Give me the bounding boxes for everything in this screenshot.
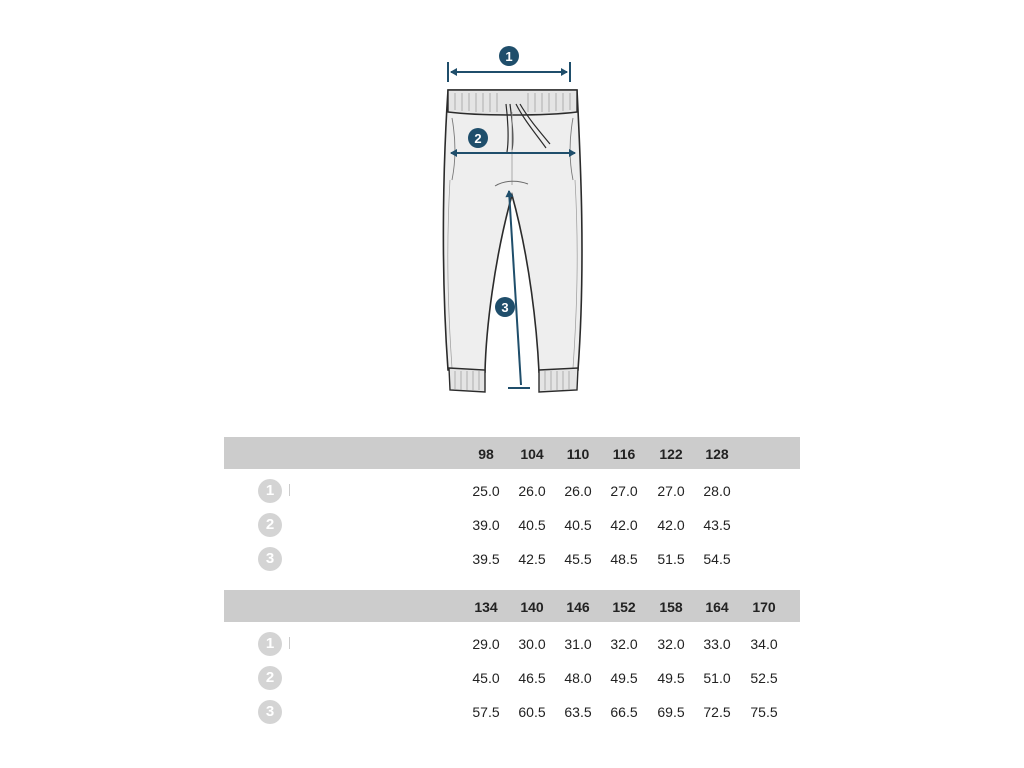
value-cell: 45.0 (472, 670, 500, 686)
size-header-cell: 164 (705, 599, 729, 615)
size-header-cell: 140 (520, 599, 544, 615)
row-marker-1: 1 (258, 632, 282, 656)
size-header-cell: 152 (612, 599, 636, 615)
value-cell: 28.0 (703, 483, 731, 499)
value-cell: 52.5 (750, 670, 778, 686)
value-cell: 29.0 (472, 636, 500, 652)
size-header-cell: 110 (566, 446, 590, 462)
size-header-row (224, 590, 800, 622)
value-cell: 43.5 (703, 517, 731, 533)
value-cell: 75.5 (750, 704, 778, 720)
marker-1-label: 1 (505, 49, 513, 64)
value-cell: 42.0 (610, 517, 638, 533)
row-marker-1: 1 (258, 479, 282, 503)
value-cell: 32.0 (610, 636, 638, 652)
value-cell: 60.5 (518, 704, 546, 720)
value-cell: 40.5 (564, 517, 592, 533)
table-row (224, 695, 800, 729)
value-cell: 49.5 (657, 670, 685, 686)
marker-2-label: 2 (474, 131, 482, 146)
value-cell: 72.5 (703, 704, 731, 720)
value-cell: 32.0 (657, 636, 685, 652)
value-cell: 48.0 (564, 670, 592, 686)
value-cell: 54.5 (703, 551, 731, 567)
row-marker-3: 3 (258, 700, 282, 724)
size-table-1 (224, 437, 800, 576)
value-cell: 51.5 (657, 551, 685, 567)
value-cell: 39.5 (472, 551, 500, 567)
row-divider (289, 484, 290, 496)
size-header-cell: 122 (659, 446, 683, 462)
value-cell: 42.5 (518, 551, 546, 567)
value-cell: 48.5 (610, 551, 638, 567)
marker-3-label: 3 (501, 300, 509, 315)
value-cell: 31.0 (564, 636, 592, 652)
size-header-cell: 134 (474, 599, 498, 615)
size-header-cell: 158 (659, 599, 683, 615)
table-row (224, 627, 800, 661)
value-cell: 49.5 (610, 670, 638, 686)
row-marker-2: 2 (258, 666, 282, 690)
size-header-cell: 98 (478, 446, 494, 462)
value-cell: 39.0 (472, 517, 500, 533)
value-cell: 69.5 (657, 704, 685, 720)
value-cell: 34.0 (750, 636, 778, 652)
row-divider (289, 637, 290, 649)
size-header-cell: 146 (566, 599, 590, 615)
value-cell: 45.5 (564, 551, 592, 567)
value-cell: 42.0 (657, 517, 685, 533)
value-cell: 27.0 (610, 483, 638, 499)
table-row (224, 474, 800, 508)
size-header-cell: 116 (612, 446, 636, 462)
size-header-cell: 170 (752, 599, 776, 615)
value-cell: 33.0 (703, 636, 731, 652)
value-cell: 51.0 (703, 670, 731, 686)
value-cell: 66.5 (610, 704, 638, 720)
size-header-cell: 104 (520, 446, 544, 462)
row-marker-2: 2 (258, 513, 282, 537)
size-header-cell: 128 (705, 446, 729, 462)
value-cell: 63.5 (564, 704, 592, 720)
table-row (224, 508, 800, 542)
value-cell: 26.0 (518, 483, 546, 499)
measurement-line-1 (448, 46, 570, 82)
table-row (224, 542, 800, 576)
value-cell: 30.0 (518, 636, 546, 652)
size-header-row (224, 437, 800, 469)
value-cell: 57.5 (472, 704, 500, 720)
value-cell: 40.5 (518, 517, 546, 533)
value-cell: 27.0 (657, 483, 685, 499)
size-table-2 (224, 590, 800, 729)
value-cell: 26.0 (564, 483, 592, 499)
table-row (224, 661, 800, 695)
value-cell: 25.0 (472, 483, 500, 499)
value-cell: 46.5 (518, 670, 546, 686)
row-marker-3: 3 (258, 547, 282, 571)
